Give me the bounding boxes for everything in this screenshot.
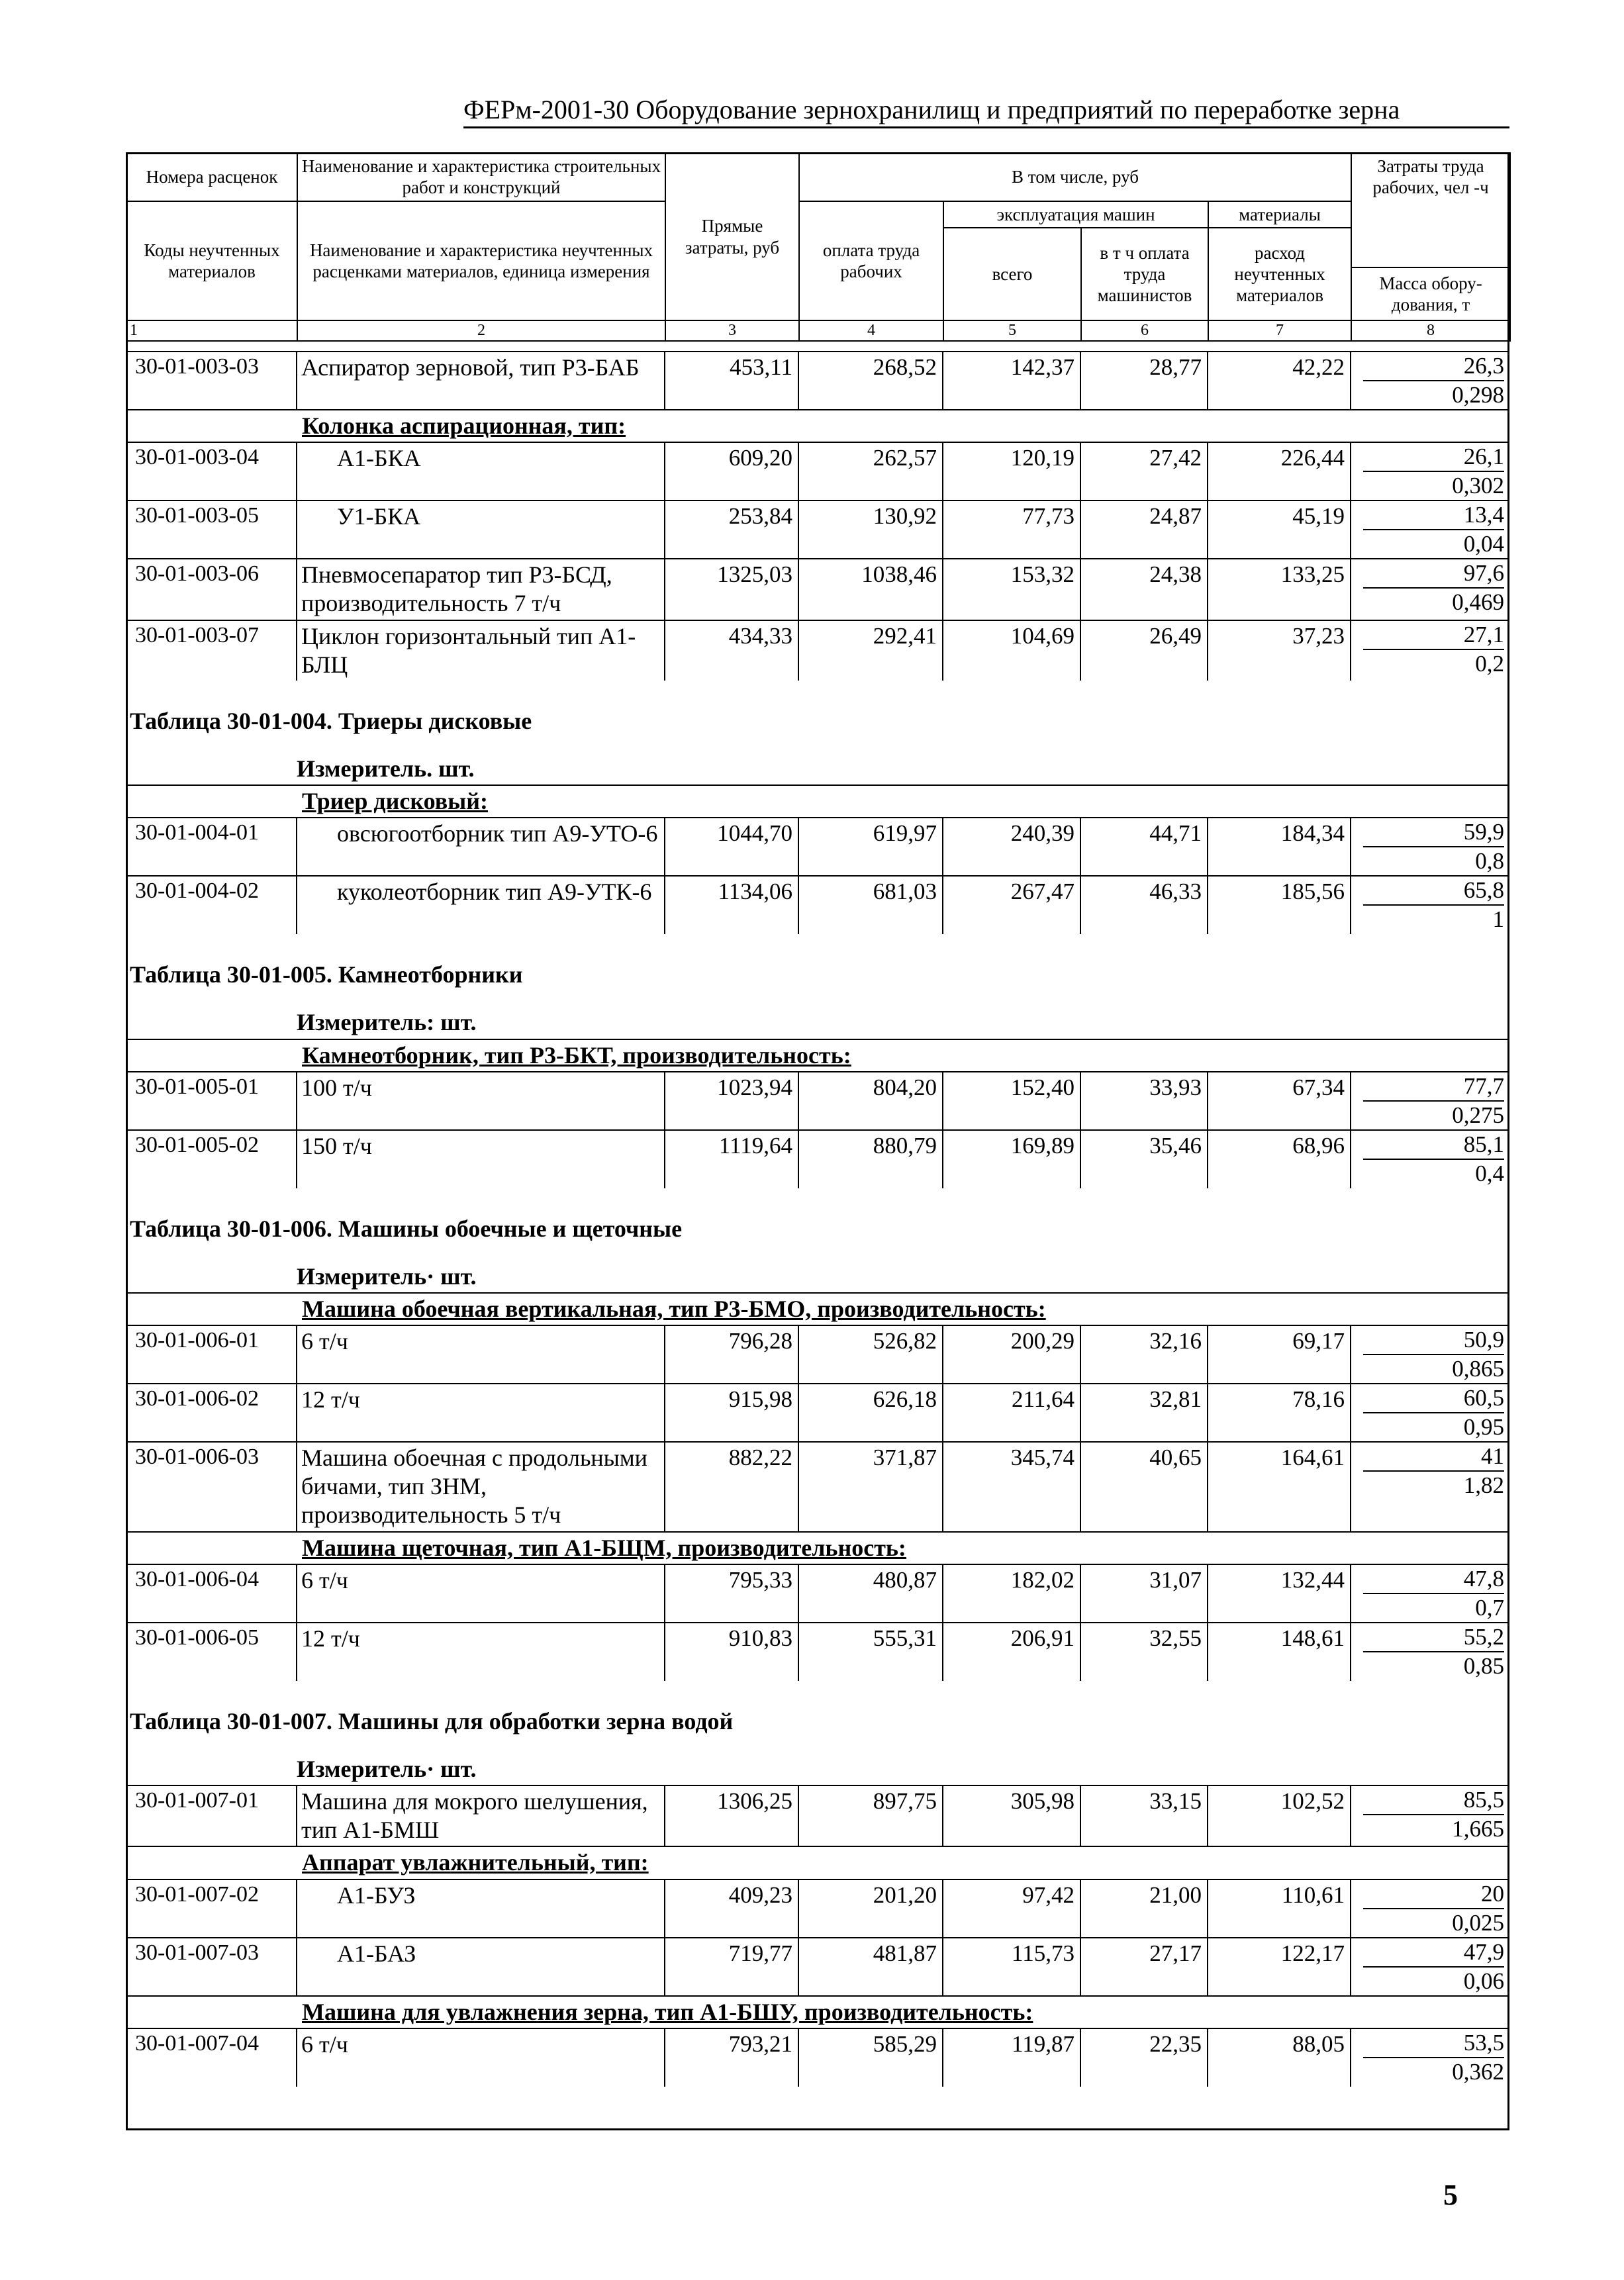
- item-name: 6 т/ч: [297, 1564, 665, 1623]
- labor-mass: [1351, 442, 1509, 500]
- table-row: [126, 2028, 1509, 2087]
- labor-value: 26,3: [1363, 352, 1504, 381]
- value-v6: 24,38: [1080, 559, 1208, 620]
- table-body: [126, 351, 1509, 2087]
- value-v7: 42,22: [1208, 352, 1351, 410]
- labor-value: 55,2: [1363, 1623, 1504, 1652]
- value-v6: 31,07: [1080, 1564, 1208, 1623]
- rate-code: 30-01-007-02: [126, 1879, 297, 1938]
- mass-value: 0,362: [1452, 2058, 1504, 2085]
- rate-code: 30-01-006-02: [126, 1384, 297, 1442]
- table-row: [126, 1785, 1509, 1846]
- value-v5: 169,89: [943, 1130, 1080, 1188]
- value-v6: 44,71: [1080, 818, 1208, 876]
- value-v3: 1306,25: [665, 1785, 798, 1846]
- labor-value: 13,4: [1363, 501, 1504, 530]
- value-v5: 119,87: [943, 2028, 1080, 2087]
- value-v4: 897,75: [798, 1785, 943, 1846]
- value-v7: 102,52: [1208, 1785, 1351, 1846]
- value-v7: 132,44: [1208, 1564, 1351, 1623]
- labor-mass: [1351, 1442, 1509, 1532]
- value-v6: 33,93: [1080, 1072, 1208, 1130]
- mass-value: 1,82: [1463, 1472, 1504, 1499]
- value-v5: 153,32: [943, 559, 1080, 620]
- labor-value: 20: [1363, 1880, 1504, 1909]
- table-row: [126, 1130, 1509, 1188]
- value-v7: 164,61: [1208, 1442, 1351, 1532]
- table-row: [126, 1384, 1509, 1442]
- value-v3: 253,84: [665, 500, 798, 559]
- value-v4: 130,92: [798, 500, 943, 559]
- column-number: 8: [1351, 320, 1510, 341]
- value-v5: 240,39: [943, 818, 1080, 876]
- mass-value: 0,469: [1452, 589, 1504, 616]
- value-v4: 292,41: [798, 620, 943, 681]
- group-heading: Камнеотборник, тип Р3-БКТ, производительность:: [297, 1039, 1509, 1072]
- value-v3: 915,98: [665, 1384, 798, 1442]
- value-v3: 1134,06: [665, 876, 798, 934]
- item-name: Аспиратор зерновой, тип Р3-БАБ: [297, 352, 665, 410]
- column-number: 7: [1208, 320, 1351, 341]
- labor-mass: [1351, 1564, 1509, 1623]
- page-number: 5: [1443, 2179, 1458, 2211]
- value-v7: 67,34: [1208, 1072, 1351, 1130]
- value-v4: 555,31: [798, 1623, 943, 1681]
- rate-code: 30-01-006-03: [126, 1442, 297, 1532]
- table-row: [126, 1072, 1509, 1130]
- rate-code: 30-01-007-03: [126, 1938, 297, 1996]
- group-spacer: [126, 1039, 297, 1072]
- item-name: Машина для мокрого шелушения, тип А1-БМШ: [297, 1785, 665, 1846]
- labor-value: 53,5: [1363, 2029, 1504, 2058]
- table-row: [126, 559, 1509, 620]
- labor-value: 47,8: [1363, 1565, 1504, 1594]
- value-v5: 142,37: [943, 352, 1080, 410]
- rate-code: 30-01-006-04: [126, 1564, 297, 1623]
- item-name: Пневмосепаратор тип Р3-БСД, производительность 7 т/ч: [297, 559, 665, 620]
- value-v6: 28,77: [1080, 352, 1208, 410]
- value-v6: 35,46: [1080, 1130, 1208, 1188]
- value-v6: 22,35: [1080, 2028, 1208, 2087]
- mass-value: 0,025: [1452, 1909, 1504, 1936]
- page-header: ФЕРм-2001-30 Оборудование зернохранилищ и предприятий по переработке зерна: [463, 94, 1509, 128]
- labor-mass: [1351, 1384, 1509, 1442]
- value-v4: 371,87: [798, 1442, 943, 1532]
- col-machines: эксплуатация машин: [943, 201, 1208, 228]
- value-v6: 27,17: [1080, 1938, 1208, 1996]
- labor-mass: [1351, 500, 1509, 559]
- value-v5: 206,91: [943, 1623, 1080, 1681]
- value-v4: 585,29: [798, 2028, 943, 2087]
- value-v5: 104,69: [943, 620, 1080, 681]
- table-row: [126, 352, 1509, 410]
- labor-value: 77,7: [1363, 1072, 1504, 1102]
- value-v5: 115,73: [943, 1938, 1080, 1996]
- table-row: [126, 442, 1509, 500]
- value-v6: 26,49: [1080, 620, 1208, 681]
- column-number: 1: [126, 320, 297, 341]
- value-v7: 148,61: [1208, 1623, 1351, 1681]
- value-v7: 226,44: [1208, 442, 1351, 500]
- value-v5: 97,42: [943, 1879, 1080, 1938]
- value-v4: 1038,46: [798, 559, 943, 620]
- item-name: овсюгоотборник тип А9-УТО-6: [297, 818, 665, 876]
- mass-value: 0,865: [1452, 1356, 1504, 1382]
- table-row: [126, 1938, 1509, 1996]
- value-v5: 211,64: [943, 1384, 1080, 1442]
- value-v6: 32,81: [1080, 1384, 1208, 1442]
- value-v7: 184,34: [1208, 818, 1351, 876]
- value-v3: 609,20: [665, 442, 798, 500]
- mass-value: 0,298: [1452, 382, 1504, 408]
- rate-code: 30-01-005-02: [126, 1130, 297, 1188]
- labor-value: 60,5: [1363, 1384, 1504, 1413]
- value-v6: 33,15: [1080, 1785, 1208, 1846]
- value-v5: 77,73: [943, 500, 1080, 559]
- rate-code: 30-01-006-01: [126, 1325, 297, 1384]
- table-row: [126, 1325, 1509, 1384]
- labor-mass: [1351, 1785, 1509, 1846]
- mass-value: 0,06: [1463, 1968, 1504, 1994]
- table-row: [126, 1623, 1509, 1681]
- col-labor: Затраты труда рабочих, чел -ч: [1351, 153, 1510, 267]
- labor-mass: [1351, 559, 1509, 620]
- table-title: Таблица 30-01-007. Машины для обработки зерна водой: [130, 1707, 734, 1734]
- value-v7: 78,16: [1208, 1384, 1351, 1442]
- item-name: 6 т/ч: [297, 1325, 665, 1384]
- table-row: [126, 1442, 1509, 1532]
- col-mass: Масса обору-дования, т: [1351, 267, 1510, 320]
- labor-mass: [1351, 352, 1509, 410]
- mass-value: 0,85: [1463, 1652, 1504, 1679]
- labor-value: 85,1: [1363, 1131, 1504, 1160]
- labor-mass: [1351, 2028, 1509, 2087]
- mass-value: 1: [1492, 906, 1504, 933]
- col-materials: материалы: [1208, 201, 1351, 228]
- labor-mass: [1351, 1623, 1509, 1681]
- value-v5: 152,40: [943, 1072, 1080, 1130]
- value-v3: 1023,94: [665, 1072, 798, 1130]
- value-v3: 793,21: [665, 2028, 798, 2087]
- labor-value: 65,8: [1363, 877, 1504, 906]
- item-name: 12 т/ч: [297, 1384, 665, 1442]
- value-v6: 21,00: [1080, 1879, 1208, 1938]
- value-v4: 201,20: [798, 1879, 943, 1938]
- table-row: [126, 1879, 1509, 1938]
- labor-value: 97,6: [1363, 559, 1504, 589]
- group-spacer: [126, 785, 297, 818]
- value-v7: 68,96: [1208, 1130, 1351, 1188]
- value-v5: 267,47: [943, 876, 1080, 934]
- value-v6: 46,33: [1080, 876, 1208, 934]
- item-name: А1-БУЗ: [297, 1879, 665, 1938]
- item-name: Машина обоечная с продольными бичами, тип ЗНМ, производительность 5 т/ч: [297, 1442, 665, 1532]
- rate-code: 30-01-004-02: [126, 876, 297, 934]
- mass-value: 0,2: [1475, 650, 1504, 677]
- item-name: 100 т/ч: [297, 1072, 665, 1130]
- rate-code: 30-01-005-01: [126, 1072, 297, 1130]
- mass-value: 0,04: [1463, 531, 1504, 557]
- value-v7: 45,19: [1208, 500, 1351, 559]
- group-heading: Машина для увлажнения зерна, тип А1-БШУ, производительность:: [297, 1996, 1509, 2028]
- labor-mass: [1351, 1072, 1509, 1130]
- value-v3: 719,77: [665, 1938, 798, 1996]
- value-v7: 133,25: [1208, 559, 1351, 620]
- mass-value: 0,4: [1475, 1160, 1504, 1186]
- rate-code: 30-01-007-04: [126, 2028, 297, 2087]
- rate-code: 30-01-003-04: [126, 442, 297, 500]
- unit-of-measure: Измеритель: шт.: [297, 1009, 477, 1036]
- column-number: 5: [943, 320, 1081, 341]
- group-heading: Триер дисковый:: [297, 785, 1509, 818]
- value-v7: 88,05: [1208, 2028, 1351, 2087]
- unit-of-measure: Измеритель· шт.: [297, 1755, 477, 1782]
- value-v4: 626,18: [798, 1384, 943, 1442]
- value-v5: 305,98: [943, 1785, 1080, 1846]
- column-number: 2: [297, 320, 665, 341]
- rate-code: 30-01-003-07: [126, 620, 297, 681]
- mass-value: 1,665: [1452, 1816, 1504, 1842]
- labor-mass: [1351, 1938, 1509, 1996]
- labor-value: 27,1: [1363, 621, 1504, 650]
- value-v4: 481,87: [798, 1938, 943, 1996]
- group-spacer: [126, 1532, 297, 1564]
- value-v4: 526,82: [798, 1325, 943, 1384]
- rate-code: 30-01-003-05: [126, 500, 297, 559]
- mass-value: 0,7: [1475, 1594, 1504, 1621]
- item-name: 12 т/ч: [297, 1623, 665, 1681]
- group-spacer: [126, 1846, 297, 1879]
- value-v5: 120,19: [943, 442, 1080, 500]
- column-number: 3: [665, 320, 799, 341]
- labor-mass: [1351, 818, 1509, 876]
- mass-value: 0,8: [1475, 848, 1504, 875]
- col-direct-costs: Прямые затраты, руб: [665, 153, 799, 320]
- value-v3: 882,22: [665, 1442, 798, 1532]
- unit-of-measure: Измеритель· шт.: [297, 1262, 477, 1290]
- group-heading: Машина щеточная, тип А1-БЩМ, производительность:: [297, 1532, 1509, 1564]
- rate-code: 30-01-003-03: [126, 352, 297, 410]
- table-title: Таблица 30-01-004. Триеры дисковые: [130, 707, 532, 734]
- labor-value: 41: [1363, 1443, 1504, 1472]
- labor-value: 47,9: [1363, 1938, 1504, 1968]
- group-heading: Машина обоечная вертикальная, тип Р3-БМО, производительность:: [297, 1293, 1509, 1325]
- table-header: [126, 152, 1509, 342]
- table-row: [126, 500, 1509, 559]
- table-row: [126, 1564, 1509, 1623]
- item-name: 150 т/ч: [297, 1130, 665, 1188]
- value-v4: 480,87: [798, 1564, 943, 1623]
- col-wages: оплата труда рабочих: [799, 201, 943, 320]
- value-v3: 796,28: [665, 1325, 798, 1384]
- table-title: Таблица 30-01-005. Камнеотборники: [130, 961, 523, 988]
- column-number: 6: [1081, 320, 1208, 341]
- mass-value: 0,275: [1452, 1102, 1504, 1128]
- value-v5: 345,74: [943, 1442, 1080, 1532]
- column-number: 4: [799, 320, 943, 341]
- item-name: куколеотборник тип А9-УТК-6: [297, 876, 665, 934]
- value-v5: 200,29: [943, 1325, 1080, 1384]
- value-v3: 1044,70: [665, 818, 798, 876]
- value-v6: 40,65: [1080, 1442, 1208, 1532]
- value-v4: 268,52: [798, 352, 943, 410]
- group-spacer: [126, 410, 297, 442]
- unit-of-measure: Измеритель. шт.: [297, 755, 475, 782]
- value-v6: 32,16: [1080, 1325, 1208, 1384]
- value-v3: 910,83: [665, 1623, 798, 1681]
- labor-mass: [1351, 1325, 1509, 1384]
- group-heading: Аппарат увлажнительный, тип:: [297, 1846, 1509, 1879]
- mass-value: 0,302: [1452, 473, 1504, 499]
- mass-value: 0,95: [1463, 1414, 1504, 1441]
- col-name-top: Наименование и характеристика строительных работ и конструкций: [297, 153, 665, 201]
- item-name: А1-БАЗ: [297, 1938, 665, 1996]
- value-v7: 69,17: [1208, 1325, 1351, 1384]
- value-v4: 262,57: [798, 442, 943, 500]
- item-name: У1-БКА: [297, 500, 665, 559]
- value-v7: 185,56: [1208, 876, 1351, 934]
- value-v6: 32,55: [1080, 1623, 1208, 1681]
- labor-value: 59,9: [1363, 818, 1504, 847]
- rate-code: 30-01-003-06: [126, 559, 297, 620]
- item-name: Циклон горизонтальный тип А1-БЛЦ: [297, 620, 665, 681]
- value-v7: 110,61: [1208, 1879, 1351, 1938]
- table-row: [126, 620, 1509, 681]
- value-v5: 182,02: [943, 1564, 1080, 1623]
- value-v6: 27,42: [1080, 442, 1208, 500]
- rate-code: 30-01-004-01: [126, 818, 297, 876]
- rate-code: 30-01-006-05: [126, 1623, 297, 1681]
- labor-mass: [1351, 876, 1509, 934]
- value-v4: 804,20: [798, 1072, 943, 1130]
- table-row: [126, 818, 1509, 876]
- item-name: А1-БКА: [297, 442, 665, 500]
- value-v3: 434,33: [665, 620, 798, 681]
- labor-mass: [1351, 1879, 1509, 1938]
- value-v4: 681,03: [798, 876, 943, 934]
- value-v3: 453,11: [665, 352, 798, 410]
- labor-mass: [1351, 620, 1509, 681]
- col-codes-top: Номера расценок: [126, 153, 297, 201]
- table-title: Таблица 30-01-006. Машины обоечные и щеточные: [130, 1215, 683, 1242]
- group-heading: Колонка аспирационная, тип:: [297, 410, 1509, 442]
- value-v7: 122,17: [1208, 1938, 1351, 1996]
- value-v3: 409,23: [665, 1879, 798, 1938]
- value-v4: 619,97: [798, 818, 943, 876]
- col-machinist-wages: в т ч оплата труда машинистов: [1081, 228, 1208, 320]
- table-row: [126, 876, 1509, 934]
- value-v7: 37,23: [1208, 620, 1351, 681]
- col-name-bottom: Наименование и характеристика неучтенных расценками материалов, единица измерения: [297, 201, 665, 320]
- value-v3: 1119,64: [665, 1130, 798, 1188]
- labor-value: 85,5: [1363, 1786, 1504, 1815]
- col-unaccounted-materials: расход неучтенных материалов: [1208, 228, 1351, 320]
- group-spacer: [126, 1293, 297, 1325]
- labor-value: 26,1: [1363, 443, 1504, 472]
- col-including: В том числе, руб: [799, 153, 1351, 201]
- value-v3: 795,33: [665, 1564, 798, 1623]
- labor-value: 50,9: [1363, 1326, 1504, 1355]
- labor-mass: [1351, 1130, 1509, 1188]
- rate-code: 30-01-007-01: [126, 1785, 297, 1846]
- group-spacer: [126, 1996, 297, 2028]
- value-v4: 880,79: [798, 1130, 943, 1188]
- value-v6: 24,87: [1080, 500, 1208, 559]
- item-name: 6 т/ч: [297, 2028, 665, 2087]
- value-v3: 1325,03: [665, 559, 798, 620]
- col-machines-total: всего: [943, 228, 1081, 320]
- col-codes-bottom: Коды неучтенных материалов: [126, 201, 297, 320]
